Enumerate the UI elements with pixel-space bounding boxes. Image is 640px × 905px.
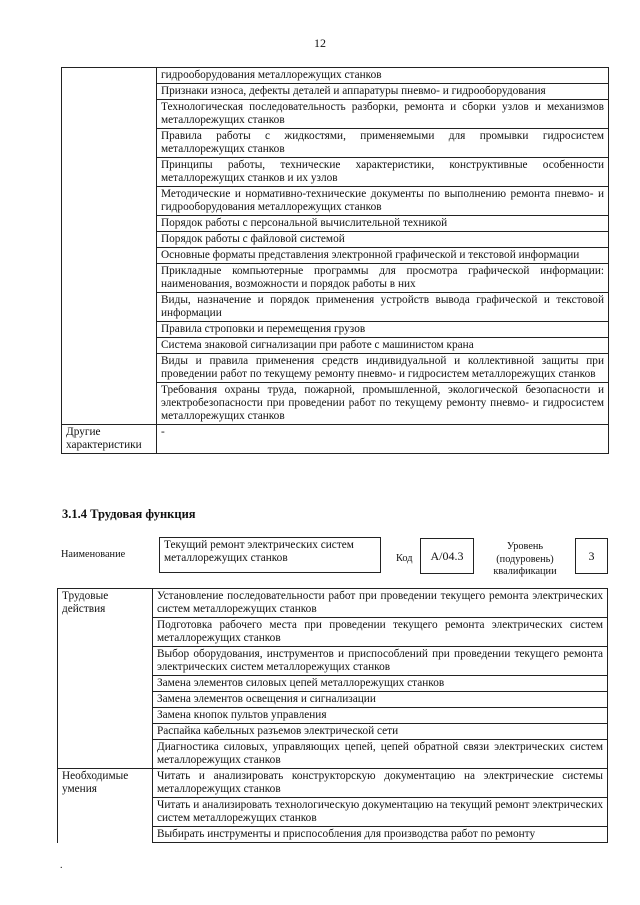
footer-mark: . [60,860,63,871]
code-box [420,538,474,574]
knowledge-item: Правила строповки и перемещения грузов [157,322,609,338]
function-name-value: Текущий ремонт электрических систем металлорежущих станков [164,539,354,564]
knowledge-item: Технологическая последовательность разборки, ремонта и сборки узлов и механизмов металлорежущих станков [157,100,609,129]
knowledge-label-cell [62,68,157,425]
table-row [62,68,609,84]
other-label: Другие характеристики [62,425,157,454]
table-row [58,589,608,618]
knowledge-item: Прикладные компьютерные программы для просмотра графической информации: наименования, возможности и порядок работы в них [157,264,609,293]
action-item: Замена кнопок пультов управления [153,708,608,724]
knowledge-item: Основные форматы представления электронной графической и текстовой информации [157,248,609,264]
code-label: Код [396,553,413,564]
knowledge-item: Признаки износа, дефекты деталей и аппаратуры пневмо- и гидрооборудования [157,84,609,100]
level-box [575,538,608,574]
skills-label: Необходимые умения [58,769,153,843]
action-item: Выбор оборудования, инструментов и приспособлений при проведении текущего ремонта электрических систем металлорежущих станков [153,647,608,676]
action-item: Замена элементов силовых цепей металлорежущих станков [153,676,608,692]
table-row [58,769,608,798]
page-number: 12 [314,36,326,50]
knowledge-item: Порядок работы с файловой системой [157,232,609,248]
knowledge-item: гидрооборудования металлорежущих станков [157,68,609,84]
section-heading: 3.1.4 Трудовая функция [62,507,196,521]
skill-item: Читать и анализировать технологическую документацию на текущий ремонт электрических систем металлорежущих станков [153,798,608,827]
action-item: Диагностика силовых, управляющих цепей, цепей обратной связи электрических систем металлорежущих станков [153,740,608,769]
code-value: А/04.3 [430,549,464,563]
knowledge-item: Порядок работы с персональной вычислительной техникой [157,216,609,232]
function-name-box [159,537,381,573]
name-label: Наименование [61,549,126,560]
other-value: - [157,425,609,454]
action-item: Установление последовательности работ при проведении текущего ремонта электрических систем металлорежущих станков [153,589,608,618]
actions-label: Трудовые действия [58,589,153,769]
knowledge-table [61,67,609,454]
function-table [57,588,608,843]
knowledge-item: Методические и нормативно-технические документы по выполнению ремонта пневмо- и гидрооборудования металлорежущих станков [157,187,609,216]
knowledge-item: Принципы работы, технические характеристики, конструктивные особенности металлорежущих станков и их узлов [157,158,609,187]
level-value: 3 [588,549,595,563]
knowledge-item: Виды и правила применения средств индивидуальной и коллективной защиты при проведении работ по текущему ремонту пневмо- и гидросистем металлорежущих станков [157,354,609,383]
knowledge-item: Правила работы с жидкостями, применяемыми для промывки гидросистем металлорежущих станков [157,129,609,158]
table-row [62,425,609,454]
skill-item: Читать и анализировать конструкторскую документацию на электрические системы металлорежущих станков [153,769,608,798]
knowledge-item: Требования охраны труда, пожарной, промышленной, экологической безопасности и электробезопасности при проведении работ по текущему ремонту пневмо- и гидросистем металлорежущих станков [157,383,609,425]
action-item: Замена элементов освещения и сигнализации [153,692,608,708]
skill-item: Выбирать инструменты и приспособления для производства работ по ремонту [153,827,608,843]
action-item: Распайка кабельных разъемов электрической сети [153,724,608,740]
level-label: Уровень (подуровень) квалификации [493,541,557,577]
knowledge-item: Система знаковой сигнализации при работе с машинистом крана [157,338,609,354]
action-item: Подготовка рабочего места при проведении текущего ремонта электрических систем металлорежущих станков [153,618,608,647]
knowledge-item: Виды, назначение и порядок применения устройств вывода графической и текстовой информации [157,293,609,322]
